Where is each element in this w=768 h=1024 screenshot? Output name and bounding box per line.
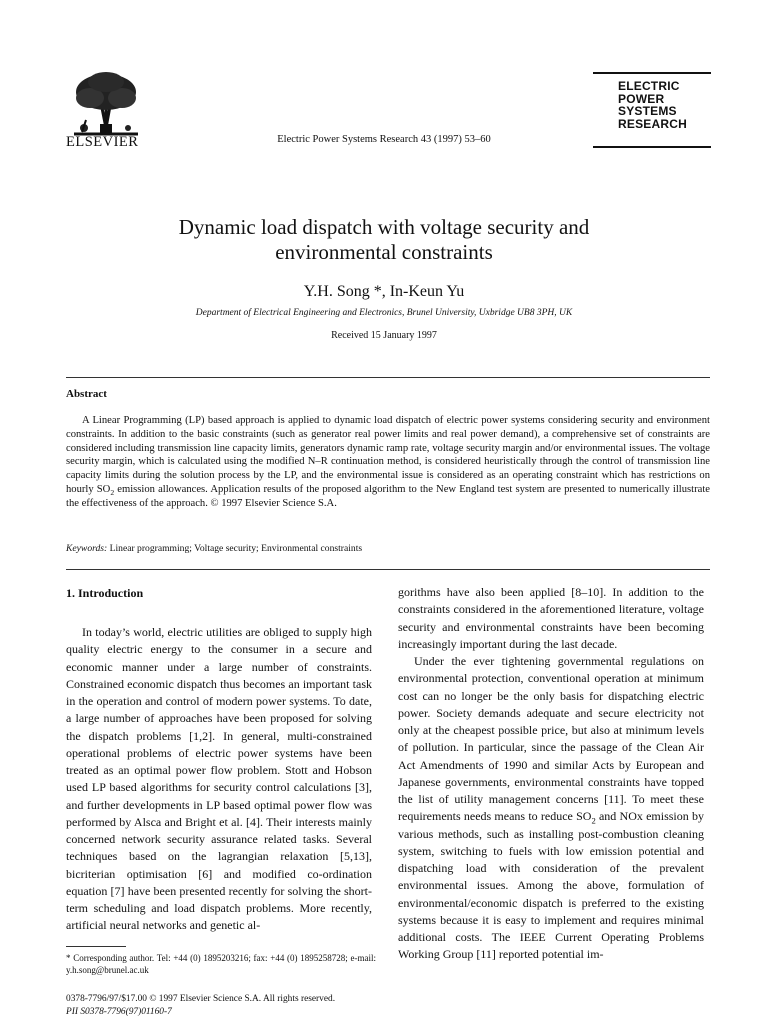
journal-logo-line: ELECTRIC	[618, 79, 680, 93]
pii-line: PII S0378-7796(97)01160-7	[66, 1007, 172, 1017]
journal-logo-line: RESEARCH	[618, 116, 687, 131]
keywords	[66, 543, 362, 554]
section-heading: 1. Introduction	[66, 586, 144, 600]
keywords-text: Linear programming; Voltage security; Environmental constraints	[107, 543, 363, 554]
paragraph: In today’s world, electric utilities are obliged to supply high quality electric energy to the consumer in a secure and economic manner under a large number of constraints. Constrained economic dispatch thus becomes an important task in the operation and control of modern power systems. To date, a large number of approaches have been proposed for solving the dispatch problems [1,2]. In general, multi-constrained operational problems of electric power systems have been treated as an optimal power flow problem. Stott and Hobson used LP based algorithms for security control calculations [3], and further developments in LP based optimal power flow was performed by Alsca and Bright et al. [4]. Their interests mainly concerned network security assurance related tasks. Several techniques based on the lagrangian relaxation [5,13], bicriterian optimisation [6] and modified co-ordination equation [7] have been presented recently for solving the short-term scheduling and load dispatch problems. More recently, artificial neural networks and genetic al-	[66, 625, 372, 933]
abstract-heading: Abstract	[66, 388, 107, 400]
title-line: Dynamic load dispatch with voltage security and	[178, 215, 590, 239]
divider	[66, 569, 710, 570]
paragraph-text: Under the ever tightening governmental regulations on environmental protection, conventional operation at minimum cost can no longer be the only basis for dispatching electric power. Society demands adequate and secure electricity not only at the cheapest possible price, but also at minimum levels of pollution. In particular, since the passage of the Clean Air Act Amendments of 1990 and similar Acts by European and Japanese governments, environmental constraints have topped the list of utility management concerns [11]. To meet these requirements needs means to reduce SO	[398, 654, 704, 824]
paragraph: gorithms have also been applied [8–10]. In addition to the constraints considered in the aforementioned literature, voltage security and environmental constraints have been becoming increasingly important during the last decade.	[398, 585, 704, 651]
footnote: * Corresponding author. Tel: +44 (0) 1895203216; fax: +44 (0) 1895258728; e-mail: y.h.song@brunel.ac.uk	[66, 953, 376, 975]
paragraph	[398, 653, 704, 964]
footnote-rule	[66, 946, 126, 947]
journal-logo-rule-bottom	[593, 146, 711, 148]
divider	[66, 377, 710, 378]
publisher-name: ELSEVIER	[66, 134, 139, 150]
abstract-text: A Linear Programming (LP) based approach is applied to dynamic load dispatch of electric power systems considering security and environment constraints. In addition to the basic constraints (such as generator real power limits and real power demand), a comprehensive set of constraints are considered including transmission line capacity limits, generators dynamic ramp rate, voltage security margin and/or environmental issues. The voltage security margin, which is calculated using the modified N–R continuation method, is considered heuristically through the control of transmission line capacity limits during the solution process by the LP, and the environmental issue is considered as an operating constraint which has restrictions on hourly SO	[66, 415, 710, 495]
journal-logo	[618, 80, 687, 130]
title-line: environmental constraints	[275, 240, 493, 264]
journal-logo-rule-top	[593, 72, 711, 74]
left-column	[66, 624, 372, 935]
journal-logo-line: POWER	[618, 91, 665, 106]
article-title	[0, 215, 768, 265]
abstract-text: emission allowances. Application results of the proposed algorithm to the New England test system are presented to numerically illustrate the effectiveness of the approach. © 1997 Elsevier Science S.A.	[66, 483, 710, 509]
affiliation: Department of Electrical Engineering and Electronics, Brunel University, Uxbridge UB8 3PH, UK	[195, 308, 573, 318]
authors: Y.H. Song *, In-Keun Yu	[303, 283, 465, 300]
copyright-line: 0378-7796/97/$17.00 © 1997 Elsevier Science S.A. All rights reserved.	[66, 994, 336, 1004]
received-date: Received 15 January 1997	[331, 330, 437, 341]
journal-logo-line: SYSTEMS	[618, 104, 677, 118]
subscript: 2	[591, 815, 596, 826]
keywords-label: Keywords:	[66, 543, 108, 554]
journal-citation: Electric Power Systems Research 43 (1997) 53–60	[277, 134, 491, 145]
abstract-body	[66, 414, 710, 511]
subscript: 2	[110, 488, 115, 498]
paragraph-text: and NOx emission by various methods, such as installing post-combustion cleaning system, switching to fuels with low emission potential and dispatching load with consideration of the prevalent environmental issues. Among the above, formulation of environmental/economic dispatch is preferred to the existing systems because it is easy to implement and requires minimal additional costs. The IEEE Current Operating Problems Working Group [11] reported potential im-	[398, 809, 704, 962]
copyright-block	[66, 993, 396, 1019]
right-column	[398, 584, 704, 964]
